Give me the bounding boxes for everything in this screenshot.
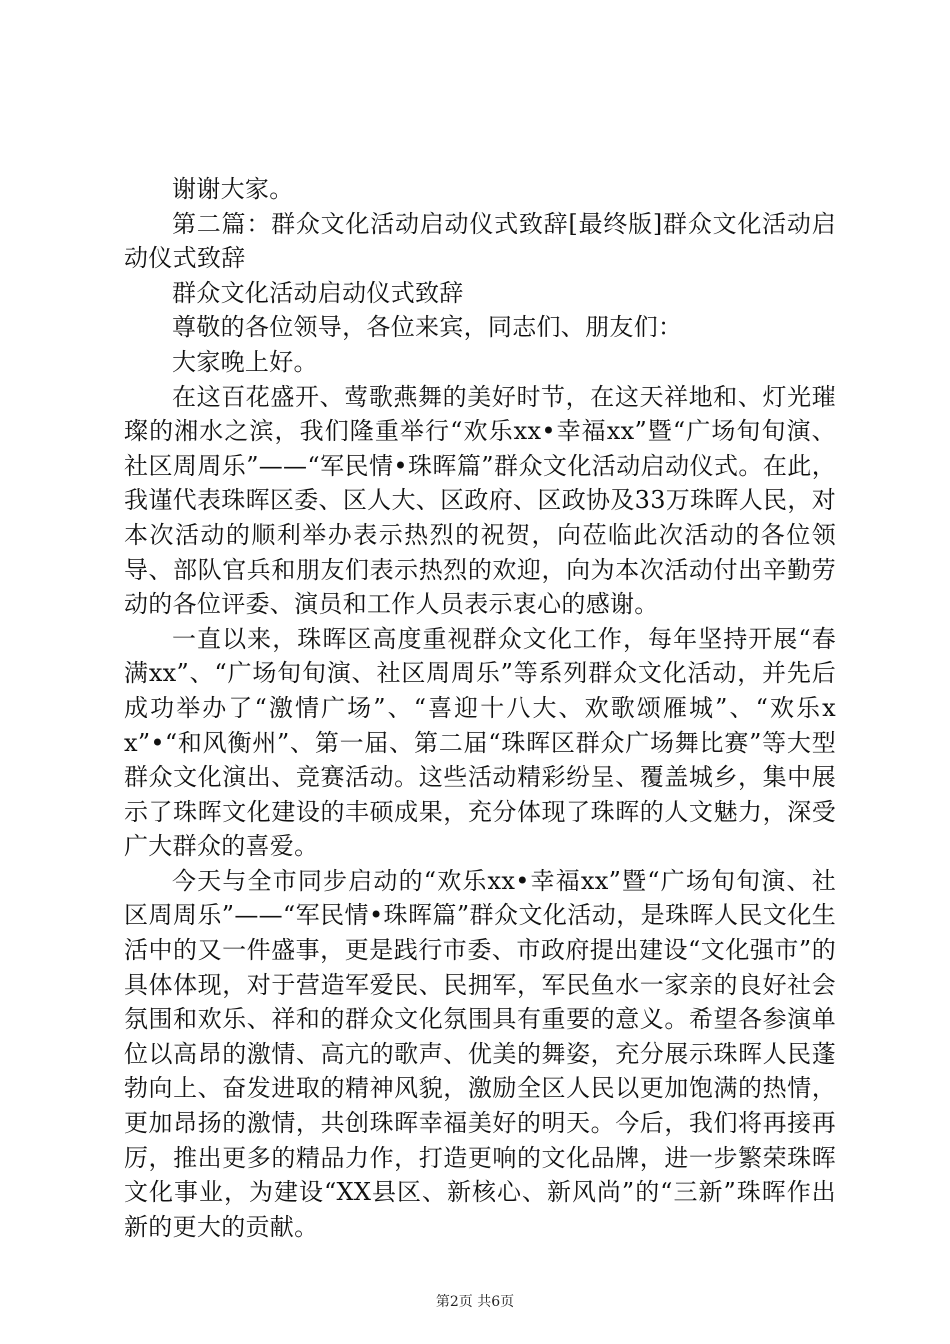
document-body: [124, 172, 836, 1244]
paragraph-opening: 在这百花盛开、莺歌燕舞的美好时节，在这天祥地和、灯光璀璨的湘水之滨，我们隆重举行“欢乐xx•幸福xx”暨“广场旬旬演、社区周周乐”——“军民情•珠晖篇”群众文化活动启动仪式。在此，我谨代表珠晖区委、区人大、区政府、区政协及33万珠晖人民，对本次活动的顺利举办表示热烈的祝贺，向莅临此次活动的各位领导、部队官兵和朋友们表示热烈的欢迎，向为本次活动付出辛勤劳动的各位评委、演员和工作人员表示衷心的感谢。: [124, 382, 836, 619]
paragraph-greeting: 大家晚上好。: [172, 347, 318, 376]
paragraph-closing: 今天与全市同步启动的“欢乐xx•幸福xx”暨“广场旬旬演、社区周周乐”——“军民情•珠晖篇”群众文化活动，是珠晖人民文化生活中的又一件盛事，更是践行市委、市政府提出建设“文化强市”的具体体现，对于营造军爱民、民拥军，军民鱼水一家亲的良好社会氛围和欢乐、祥和的群众文化氛围具有重要的意义。希望各参演单位以高昂的激情、高亢的歌声、优美的舞姿，充分展示珠晖人民蓬勃向上、奋发进取的精神风貌，激励全区人民以更加饱满的热情，更加昂扬的激情，共创珠晖幸福美好的明天。今后，我们将再接再厉，推出更多的精品力作，打造更响的文化品牌，进一步繁荣珠晖文化事业，为建设“XX县区、新核心、新风尚”的“三新”珠晖作出新的更大的贡献。: [124, 866, 836, 1241]
paragraph-background: 一直以来，珠晖区高度重视群众文化工作，每年坚持开展“春满xx”、“广场旬旬演、社区周周乐”等系列群众文化活动，并先后成功举办了“激情广场”、“喜迎十八大、欢歌颂雁城”、“欢乐xx”•“和风衡州”、第一届、第二届“珠晖区群众广场舞比赛”等大型群众文化演出、竞赛活动。这些活动精彩纷呈、覆盖城乡，集中展示了珠晖文化建设的丰硕成果，充分体现了珠晖的人文魅力，深受广大群众的喜爱。: [124, 624, 836, 861]
paragraph-chapter-heading: 第二篇：群众文化活动启动仪式致辞[最终版]群众文化活动启动仪式致辞: [124, 209, 836, 273]
page-number-footer: 第2页 共6页: [435, 1294, 515, 1310]
paragraph-salutation: 尊敬的各位领导，各位来宾，同志们、朋友们：: [172, 313, 683, 342]
paragraph-speech-title: 群众文化活动启动仪式致辞: [172, 278, 464, 307]
paragraph-thanks: 谢谢大家。: [172, 175, 294, 203]
